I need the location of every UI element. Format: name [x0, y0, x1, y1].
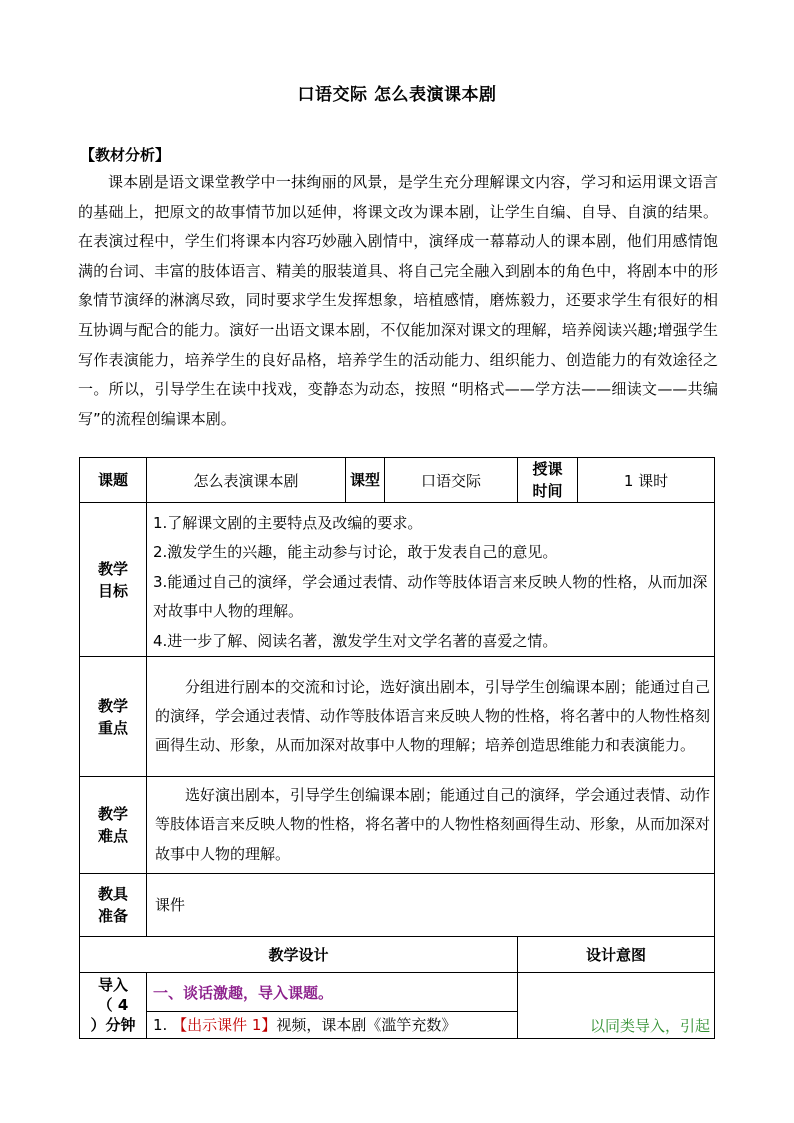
- analysis-paragraph: 课本剧是语文课堂教学中一抹绚丽的风景，是学生充分理解课文内容，学习和运用课文语言的基础上，把原文的故事情节加以延伸，将课文改为课本剧，让学生自编、自导、自演的结果。在表演过程中，学生们将课本内容巧妙融入剧情中，演绎成一幕幕动人的课本剧，他们用感情饱满的台词、丰富的肢体语言、精美的服装道具、将自己完全融入到剧本的角色中，将剧本中的形象情节演绎的淋漓尽致，同时要求学生发挥想象，培植感情，磨炼毅力，还要求学生有很好的相互协调与配合的能力。演好一出语文课本剧，不仅能加深对课文的理解，培养阅读兴趣;增强学生写作表演能力，培养学生的良好品格，培养学生的活动能力、组织能力、创造能力的有效途径之一。所以，引导学生在读中找戏，变静态为动态，按照 “明格式——学方法——细读文——共编写”的流程创编课本剧。: [78, 173, 718, 428]
- intro-label-line: ）分钟: [90, 1016, 136, 1035]
- materials-value: 课件: [147, 873, 715, 936]
- page-title: 口语交际 怎么表演课本剧: [297, 85, 497, 105]
- topic-value: 怎么表演课本剧: [147, 458, 346, 503]
- time-value: 1 课时: [578, 458, 715, 503]
- table-row-design-header: [80, 936, 715, 972]
- table-row-intro: [80, 972, 715, 1038]
- goals-list: [147, 503, 715, 657]
- key-points-text: 分组进行剧本的交流和讨论，选好演出剧本，引导学生创编课本剧；能通过自己的演绎，学会通过表情、动作等肢体语言来反映人物的性格，将名著中的人物性格刻画得生动、形象，从而加深对故事中人物的理解；培养创造思维能力和表演能力。: [147, 657, 715, 777]
- table-row-key-points: [80, 657, 715, 777]
- difficulties-text: 选好演出剧本，引导学生创编课本剧；能通过自己的演绎，学会通过表情、动作等肢体语言来反映人物的性格，将名著中的人物性格刻画得生动、形象，从而加深对故事中人物的理解。: [147, 777, 715, 874]
- key-points-label: 教学重点: [80, 657, 147, 777]
- intro-content: [147, 972, 518, 1038]
- intro-item-prefix: 1.: [153, 1015, 173, 1034]
- time-label: 授课时间: [518, 458, 578, 503]
- goal-item: 4.进一步了解、阅读名著，激发学生对文学名著的喜爱之情。: [153, 631, 558, 650]
- table-row-topic: [80, 458, 715, 503]
- table-row-difficulties: [80, 777, 715, 874]
- intro-item: [147, 1011, 517, 1038]
- materials-label: 教具准备: [80, 873, 147, 936]
- topic-label: 课题: [80, 458, 147, 503]
- intro-label-line: 导入: [97, 976, 128, 995]
- intro-intent: 以同类导入，引起: [518, 972, 715, 1038]
- difficulties-label: 教学难点: [80, 777, 147, 874]
- goal-item: 1.了解课文剧的主要特点及改编的要求。: [153, 514, 423, 532]
- intro-label-line: （ 4: [97, 996, 129, 1015]
- design-header: 教学设计: [80, 936, 518, 972]
- intent-header: 设计意图: [518, 936, 715, 972]
- table-row-goals: [80, 503, 715, 657]
- type-value: 口语交际: [385, 458, 518, 503]
- courseware-tag: 【出示课件 1】: [172, 1015, 277, 1034]
- lesson-plan-table: [79, 457, 715, 1039]
- analysis-heading: 【教材分析】: [80, 146, 171, 164]
- intro-label: [80, 972, 147, 1038]
- goal-item: 2.激发学生的兴趣，能主动参与讨论，敢于发表自己的意见。: [153, 543, 558, 562]
- goals-label: 教学目标: [80, 503, 147, 657]
- intro-item-text: 视频，课本剧《滥竽充数》: [276, 1015, 457, 1034]
- goal-item: 3.能通过自己的演绎，学会通过表情、动作等肢体语言来反映人物的性格，从而加深对故事中人物的理解。: [153, 572, 708, 621]
- table-row-materials: [80, 873, 715, 936]
- type-label: 课型: [346, 458, 385, 503]
- intro-step-title: 一、谈话激趣，导入课题。: [153, 983, 334, 1002]
